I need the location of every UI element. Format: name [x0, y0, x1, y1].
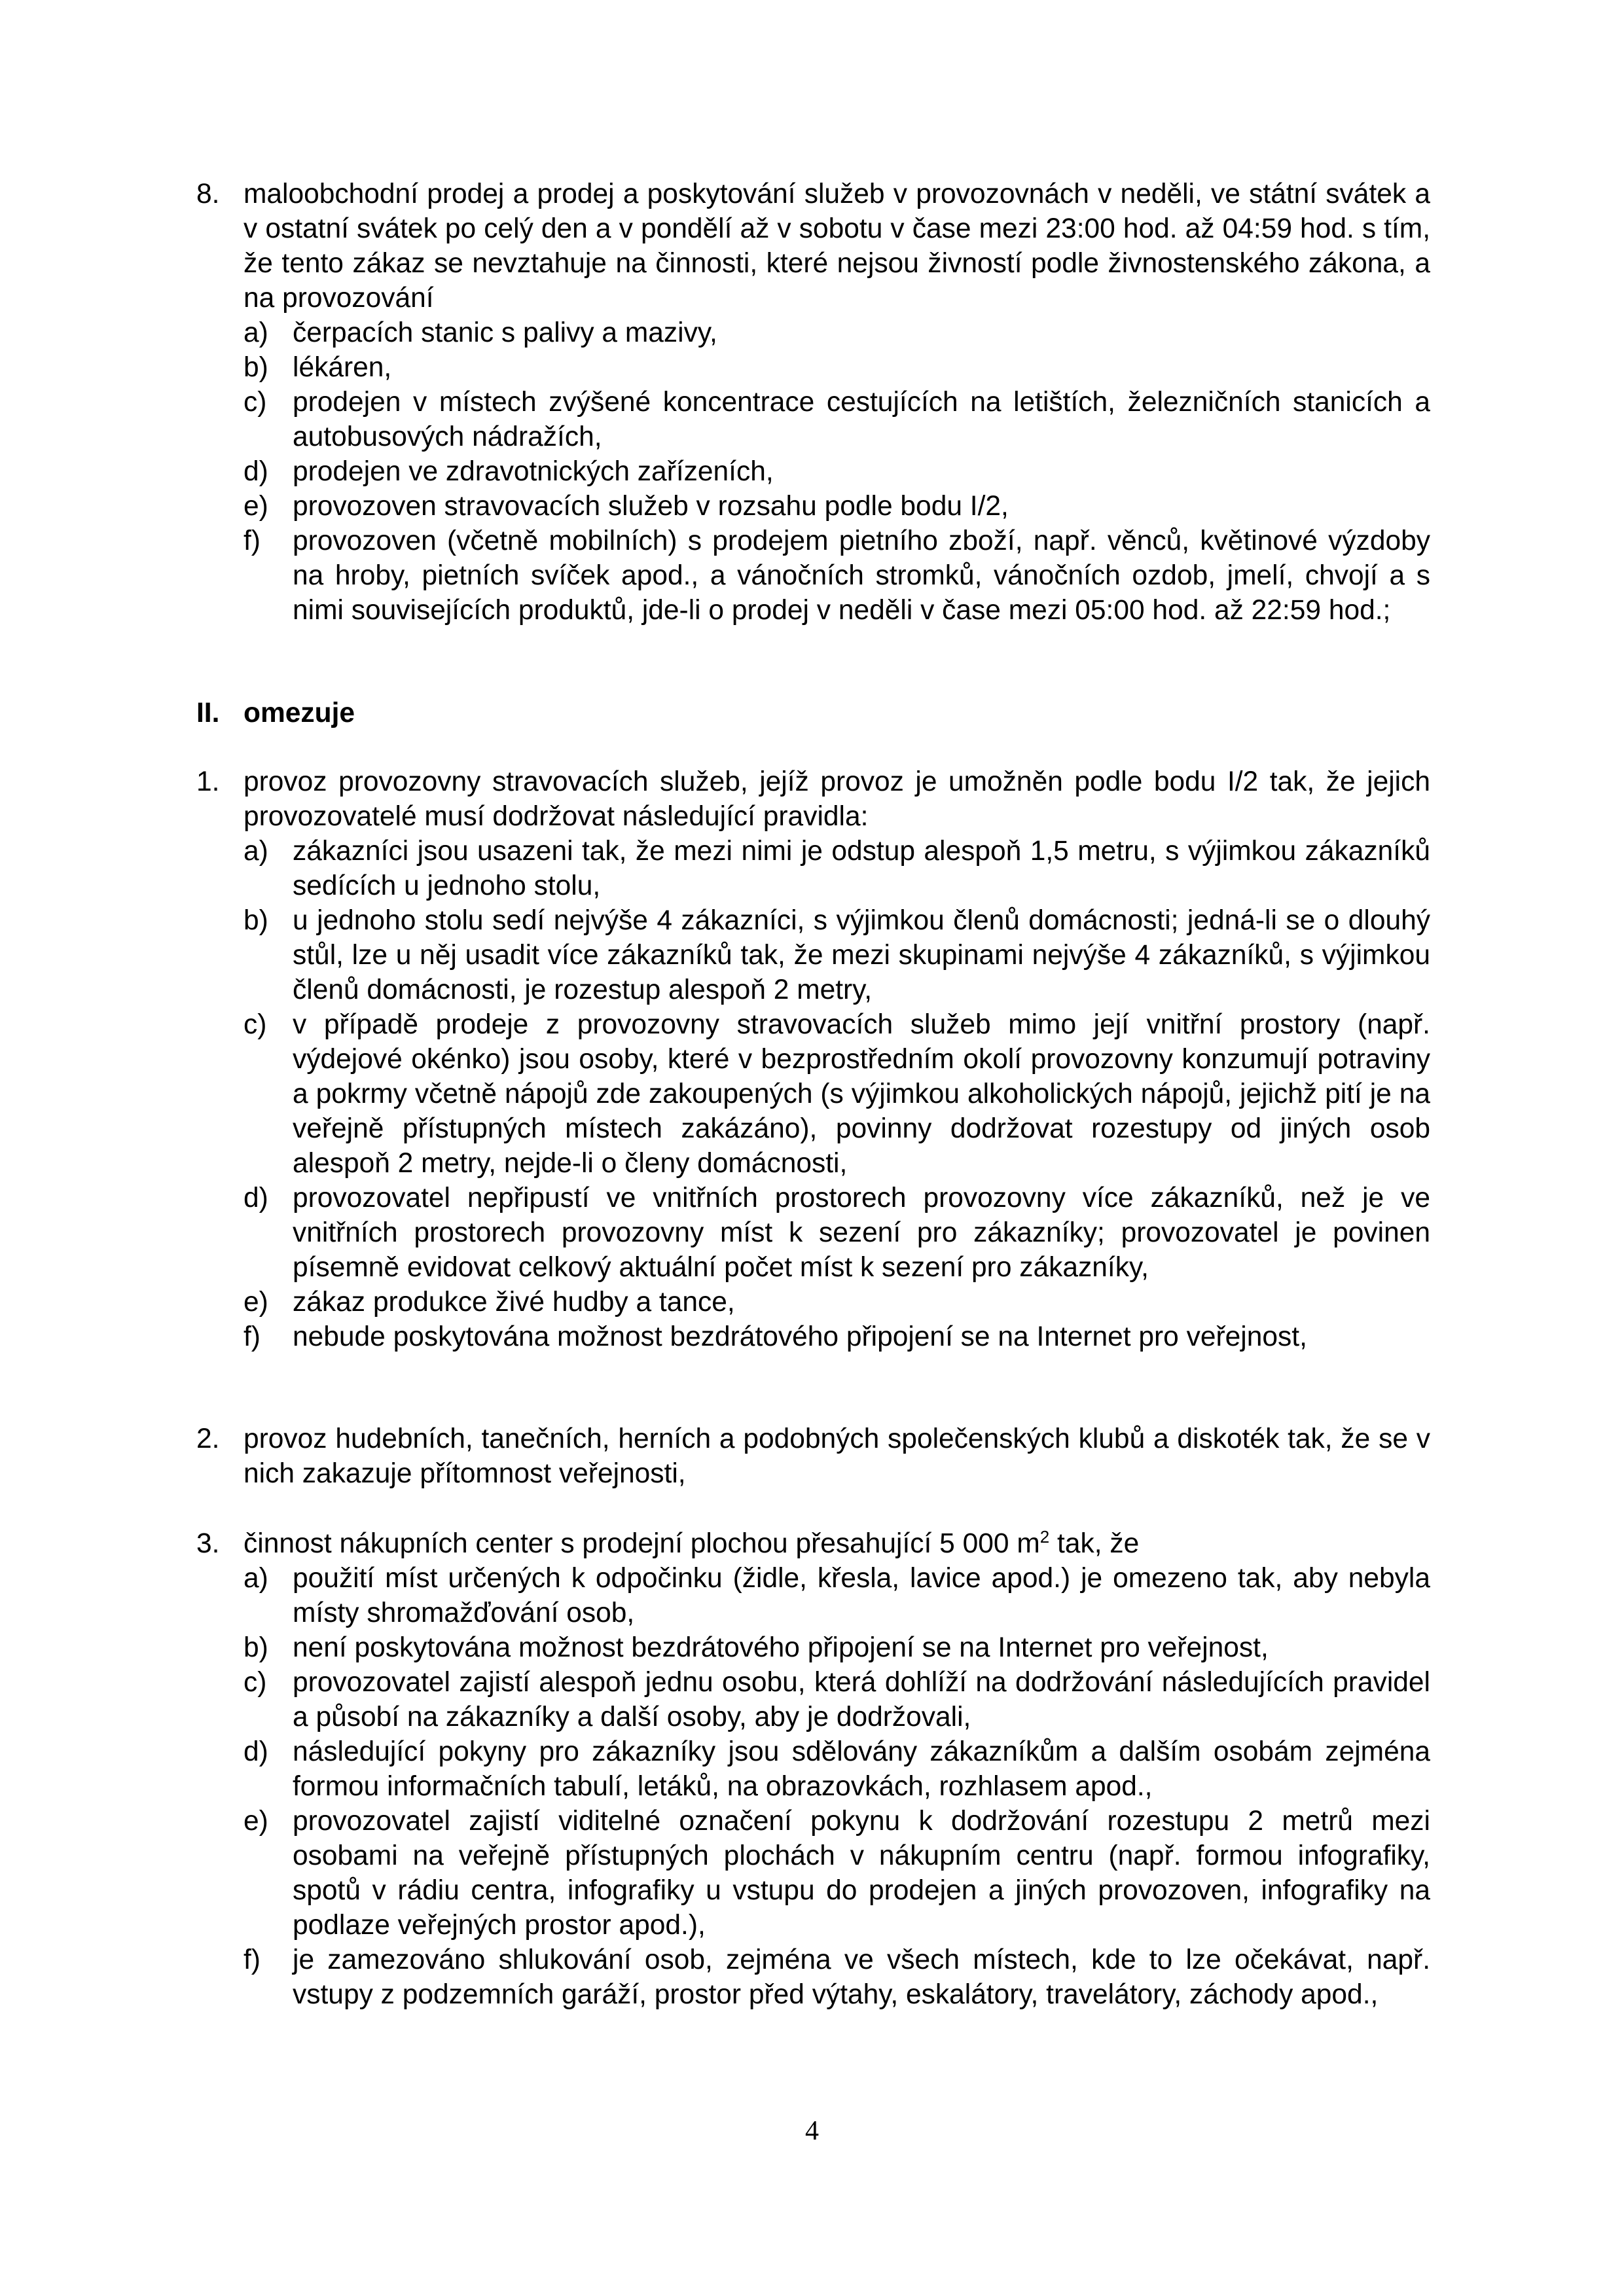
item-marker: e): [244, 491, 268, 522]
item-text: provozoven stravovacích služeb v rozsahu podle bodu I/2,: [293, 491, 1009, 522]
list-item: [244, 1734, 1430, 1804]
item-marker: d): [244, 1183, 268, 1213]
item-text: provozovatel zajistí alespoň jednu osobu, která dohlíží na dodržování následujících pravidel a působí na zákazníky a další osoby, aby je dodržovali,: [293, 1667, 1430, 1732]
item-text: provozovatel nepřipustí ve vnitřních prostorech provozovny více zákazníků, než je ve vnitřních prostorech provozovny míst k sezení pro zákazníky; provozovatel je povinen písemně evidovat celkový aktuální počet míst k sezení pro zákazníky,: [293, 1183, 1430, 1283]
item-marker: f): [244, 526, 261, 556]
point-text: [244, 1526, 1430, 1561]
item-marker: a): [244, 836, 268, 867]
superscript: 2: [1039, 1526, 1050, 1547]
item-marker: c): [244, 387, 267, 418]
item-text: provozoven (včetně mobilních) s prodejem pietního zboží, např. věnců, květinové výzdoby na hroby, pietních svíček apod., a vánočních stromků, vánočních ozdob, jmelí, chvojí a s nimi souvisejících produktů, jde-li o prodej v neděli v čase mezi 05:00 hod. až 22:59 hod.;: [293, 526, 1430, 626]
point-3: [196, 1526, 1430, 2012]
item-text: zákaz produkce živé hudby a tance,: [293, 1287, 735, 1318]
point-1: [196, 764, 1430, 1354]
item-marker: b): [244, 1632, 268, 1663]
item-text: prodejen v místech zvýšené koncentrace cestujících na letištích, železničních stanicích a autobusových nádražích,: [293, 387, 1430, 452]
item-marker: a): [244, 317, 268, 348]
point-number: 1.: [196, 766, 220, 797]
list-item: [244, 1181, 1430, 1285]
section-ii-heading: [196, 696, 1430, 730]
list-item: [244, 1007, 1430, 1181]
list-item: [244, 834, 1430, 903]
point-number: 3.: [196, 1528, 220, 1559]
item-text: použití míst určených k odpočinku (židle, křesla, lavice apod.) je omezeno tak, aby nebyla místy shromažďování osob,: [293, 1563, 1430, 1628]
section-8-list: [244, 315, 1430, 628]
point-1-list: [244, 834, 1430, 1354]
list-item: [244, 1630, 1430, 1665]
item-text: u jednoho stolu sedí nejvýše 4 zákazníci, s výjimkou členů domácnosti; jedná-li se o dlouhý stůl, lze u něj usadit více zákazníků tak, že mezi skupinami nejvýše 4 zákazníků, s výjimkou členů domácnosti, je rozestup alespoň 2 metry,: [293, 905, 1430, 1005]
item-text: prodejen ve zdravotnických zařízeních,: [293, 456, 774, 487]
list-item: [244, 1319, 1430, 1354]
section-title: omezuje: [244, 698, 355, 728]
item-text: zákazníci jsou usazeni tak, že mezi nimi je odstup alespoň 1,5 metru, s výjimkou zákazníků sedících u jednoho stolu,: [293, 836, 1430, 901]
list-item: [244, 385, 1430, 454]
item-text: je zamezováno shlukování osob, zejména ve všech místech, kde to lze očekávat, např. vstupy z podzemních garáží, prostor před výtahy, eskalátory, travelátory, záchody apod.,: [293, 1945, 1430, 2010]
item-text: provozovatel zajistí viditelné označení pokynu k dodržování rozestupu 2 metrů mezi osobami na veřejně přístupných plochách v nákupním centru (např. formou infografiky, spotů v rádiu centra, infografiky u vstupu do prodejen a jiných provozoven, infografiky na podlaze veřejných prostor apod.),: [293, 1806, 1430, 1941]
list-item: [244, 1561, 1430, 1630]
list-item: [244, 1665, 1430, 1734]
item-marker: e): [244, 1806, 268, 1837]
point-3-list: [244, 1561, 1430, 2012]
item-marker: e): [244, 1287, 268, 1318]
section-number: II.: [196, 698, 220, 728]
item-text: následující pokyny pro zákazníky jsou sdělovány zákazníkům a dalším osobám zejména formou informačních tabulí, letáků, na obrazovkách, rozhlasem apod.,: [293, 1736, 1430, 1802]
item-text: není poskytována možnost bezdrátového připojení se na Internet pro veřejnost,: [293, 1632, 1269, 1663]
item-marker: c): [244, 1009, 267, 1040]
item-text: čerpacích stanic s palivy a mazivy,: [293, 317, 717, 348]
list-item: [244, 489, 1430, 524]
item-marker: b): [244, 352, 268, 383]
list-item: [244, 1943, 1430, 2012]
item-marker: f): [244, 1321, 261, 1352]
item-text: nebude poskytována možnost bezdrátového připojení se na Internet pro veřejnost,: [293, 1321, 1307, 1352]
list-item: [244, 1285, 1430, 1319]
list-item: [244, 315, 1430, 350]
point-2: [196, 1422, 1430, 1491]
list-item: [244, 903, 1430, 1007]
item-marker: d): [244, 1736, 268, 1767]
item-text: lékáren,: [293, 352, 392, 383]
item-text: v případě prodeje z provozovny stravovacích služeb mimo její vnitřní prostory (např. výdejové okénko) jsou osoby, které v bezprostředním okolí provozovny konzumují potraviny a pokrmy včetně nápojů zde zakoupených (s výjimkou alkoholických nápojů, jejichž pití je na veřejně přístupných místech zakázáno), povinny dodržovat rozestupy od jiných osob alespoň 2 metry, nejde-li o členy domácnosti,: [293, 1009, 1430, 1179]
point-text-before: činnost nákupních center s prodejní plochou přesahující 5 000 m: [244, 1528, 1040, 1559]
item-marker: f): [244, 1945, 261, 1975]
item-marker: a): [244, 1563, 268, 1594]
item-marker: d): [244, 456, 268, 487]
item-marker: c): [244, 1667, 267, 1698]
page-number: 4: [805, 2116, 819, 2146]
point-text-after: tak, že: [1049, 1528, 1140, 1559]
point-number: 2.: [196, 1424, 220, 1454]
point-text: provoz provozovny stravovacích služeb, jejíž provoz je umožněn podle bodu I/2 tak, že jejich provozovatelé musí dodržovat následující pravidla:: [244, 766, 1430, 832]
list-item: [244, 350, 1430, 385]
section-number: 8.: [196, 179, 220, 209]
list-item: [244, 524, 1430, 628]
list-item: [244, 1804, 1430, 1943]
section-8: [196, 177, 1430, 628]
item-marker: b): [244, 905, 268, 936]
point-text: provoz hudebních, tanečních, herních a podobných společenských klubů a diskoték tak, že se v nich zakazuje přítomnost veřejnosti,: [244, 1424, 1430, 1489]
list-item: [244, 454, 1430, 489]
section-text: maloobchodní prodej a prodej a poskytování služeb v provozovnách v neděli, ve státní svátek a v ostatní svátek po celý den a v pondělí až v sobotu v čase mezi 23:00 hod. až 04:59 hod. s tím, že tento zákaz se nevztahuje na činnosti, které nejsou živností podle živnostenského zákona, a na provozování: [244, 179, 1430, 314]
